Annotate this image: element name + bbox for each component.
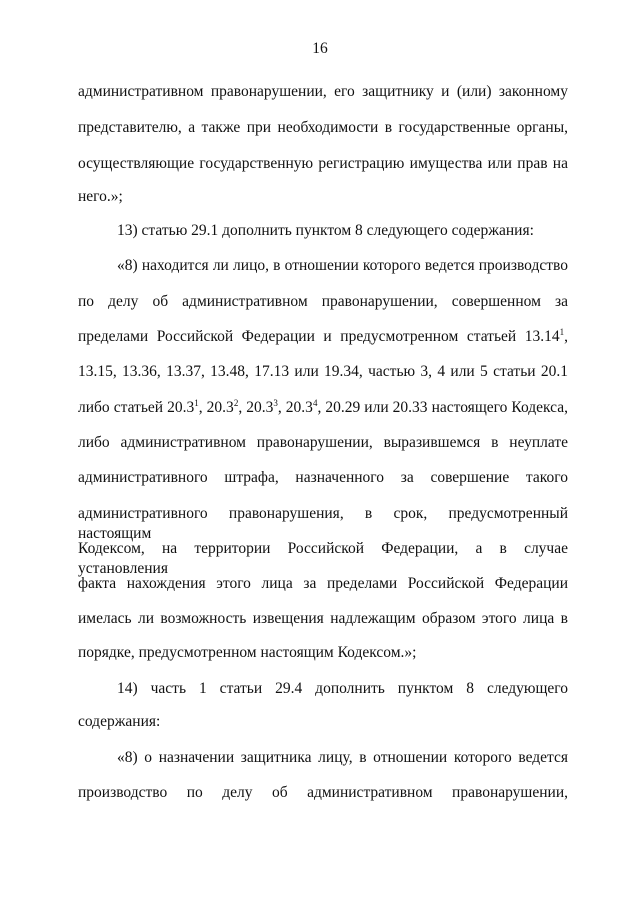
item-14-heading: 14) часть 1 статьи 29.4 дополнить пунктом 8 следующего xyxy=(117,680,568,697)
text-line: по делу об административном правонарушении, совершенном за xyxy=(78,293,568,310)
text-line: осуществляющие государственную регистрацию имущества или прав на xyxy=(78,155,568,172)
text-line: либо административном правонарушении, выразившемся в неуплате xyxy=(78,434,568,451)
text-line: «8) находится ли лицо, в отношении которого ведется производство xyxy=(117,257,568,274)
text-line: пределами Российской Федерации и предусмотренном статьей 13.14$^1$, xyxy=(78,327,568,345)
text-line: 13.15, 13.36, 13.37, 13.48, 17.13 или 19.34, частью 3, 4 или 5 статьи 20.1 xyxy=(78,363,568,380)
text-line: него.»; xyxy=(78,188,123,205)
text-line: представителю, а также при необходимости в государственные органы, xyxy=(78,119,568,136)
text-line: административном правонарушении, его защитнику и (или) законному xyxy=(78,83,568,100)
text-line: порядке, предусмотренном настоящим Кодексом.»; xyxy=(78,644,417,661)
text-line: Кодексом, на территории Российской Федерации, а в случае установления xyxy=(78,540,568,577)
text-line: факта нахождения этого лица за пределами Российской Федерации xyxy=(78,575,568,592)
text-line: имелась ли возможность извещения надлежащим образом этого лица в xyxy=(78,610,568,627)
text-line: административного правонарушения, в срок, предусмотренный настоящим xyxy=(78,505,568,542)
page-number: 16 xyxy=(312,40,328,57)
text-line: административного штрафа, назначенного за совершение такого xyxy=(78,469,568,486)
text-line: содержания: xyxy=(78,713,161,730)
text-line: «8) о назначении защитника лицу, в отношении которого ведется xyxy=(117,749,568,766)
item-13-heading: 13) статью 29.1 дополнить пунктом 8 следующего содержания: xyxy=(117,222,534,239)
text-line: производство по делу об административном правонарушении, xyxy=(78,784,568,801)
text-line: либо статьей 20.3$^1$, 20.3$^2$, 20.3$^3$, 20.3$^4$, 20.29 или 20.33 настоящего Кодекса, xyxy=(78,398,569,416)
